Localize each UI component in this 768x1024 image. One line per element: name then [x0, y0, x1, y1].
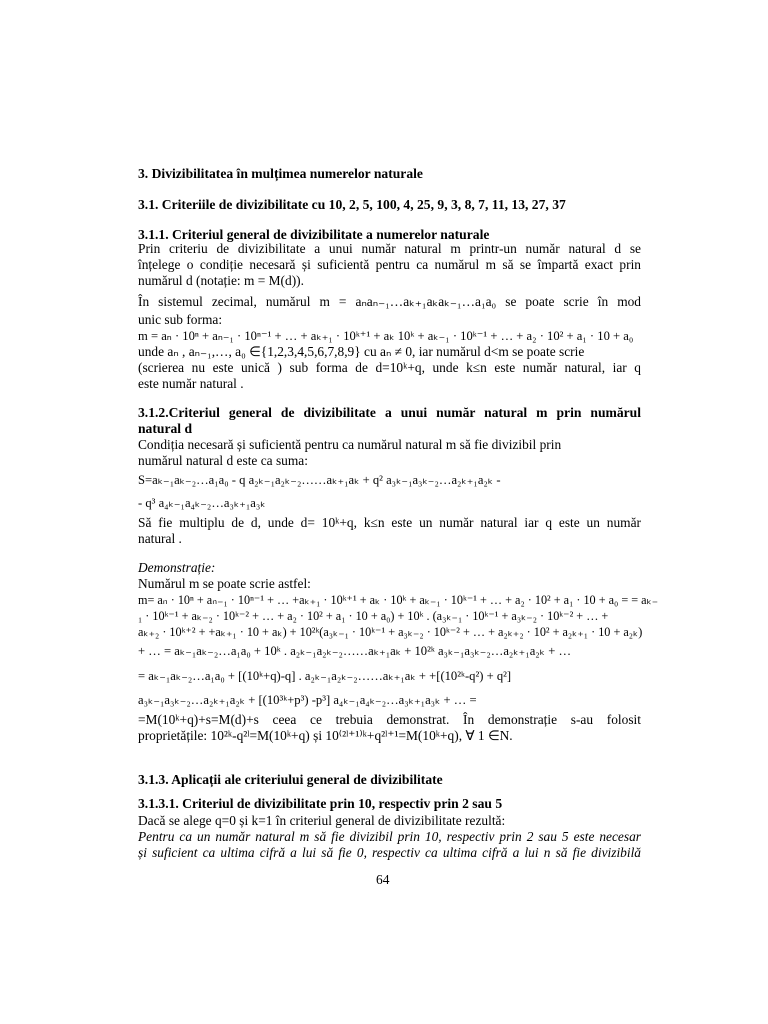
paragraph-line: În sistemul zecimal, numărul m = aₙaₙ₋₁…aₖ₊₁aₖaₖ₋₁…a₁a₀ se poate scrie în mod [138, 294, 641, 309]
paragraph-line: Pentru ca un număr natural m să fie divizibil prin 10, respectiv prin 2 sau 5 este necesar [138, 829, 641, 844]
paragraph-line: Să fie multiplu de d, unde d= 10ᵏ+q, k≤n este un număr natural iar q este un număr [138, 515, 641, 530]
paragraph-line: unic sub forma: [138, 312, 223, 327]
formula-line: - q³ a₄ₖ₋₁a₄ₖ₋₂…a₃ₖ₊₁a₃ₖ [138, 496, 266, 510]
paragraph-line: și suficient ca ultima cifră a lui să fie 0, respectiv ca ultima cifră a lui n să fie divizibilă [138, 845, 641, 860]
paragraph-line: Dacă se alege q=0 și k=1 în criteriul general de divizibilitate rezultă: [138, 813, 506, 828]
paragraph-line: numărul natural d este ca suma: [138, 453, 308, 468]
paragraph-line: proprietățile: 10²ᵏ-q²ˡ=M(10ᵏ+q) și 10⁽²ˡ⁺¹⁾ᵏ+q²ˡ⁺¹=M(10ᵏ+q), ∀ 1 ∈N. [138, 728, 513, 743]
demonstration-label: Demonstrație: [138, 560, 216, 575]
section-heading-3-1-3: 3.1.3. Aplicații ale criteriului general de divizibilitate [138, 772, 443, 787]
formula-line: S=aₖ₋₁aₖ₋₂…a₁a₀ - q a₂ₖ₋₁a₂ₖ₋₂……aₖ₊₁aₖ + q² a₃ₖ₋₁a₃ₖ₋₂…a₂ₖ₊₁a₂ₖ - [138, 473, 501, 487]
section-heading-3-1-1: 3.1.1. Criteriul general de divizibilitate a numerelor naturale [138, 227, 490, 242]
formula-line: m= aₙ · 10ⁿ + aₙ₋₁ · 10ⁿ⁻¹ + … +aₖ₊₁ · 10ᵏ⁺¹ + aₖ · 10ᵏ + aₖ₋₁ · 10ᵏ⁻¹ + … + a₂ · 10² + a₁ · 10 + a₀ = = aₖ₋ [138, 593, 659, 607]
chapter-heading: 3. Divizibilitatea în mulțimea numerelor naturale [138, 166, 423, 181]
paragraph-line: este număr natural . [138, 376, 244, 391]
section-heading-3-1: 3.1. Criteriile de divizibilitate cu 10, 2, 5, 100, 4, 25, 9, 3, 8, 7, 11, 13, 27, 37 [138, 197, 566, 212]
formula-line: a₃ₖ₋₁a₃ₖ₋₂…a₂ₖ₊₁a₂ₖ + [(10³ᵏ+p³) -p³] a₄ₖ₋₁a₄ₖ₋₂…a₃ₖ₊₁a₃ₖ + … = [138, 693, 477, 707]
section-heading-3-1-3-1: 3.1.3.1. Criteriul de divizibilitate prin 10, respectiv prin 2 sau 5 [138, 796, 503, 811]
section-heading-3-1-2-cont: natural d [138, 421, 193, 436]
formula-line: = aₖ₋₁aₖ₋₂…a₁a₀ + [(10ᵏ+q)-q] . a₂ₖ₋₁a₂ₖ₋₂……aₖ₊₁aₖ + +[(10²ᵏ-q²) + q²] [138, 669, 512, 683]
paragraph-line: Condiția necesară și suficientă pentru ca numărul natural m să fie divizibil prin [138, 437, 562, 452]
section-heading-3-1-2: 3.1.2.Criteriul general de divizibilitate a unui număr natural m prin numărul [138, 405, 641, 420]
formula-line: aₖ₊₂ · 10ᵏ⁺² + +aₖ₊₁ · 10 + aₖ) + 10²ᵏ(a₃ₖ₋₁ · 10ᵏ⁻¹ + a₃ₖ₋₂ · 10ᵏ⁻² + … + a₂ₖ₊₂ · 10² + a₂ₖ₊₁ · 10 + a₂ₖ) [138, 625, 643, 639]
formula-line: m = aₙ · 10ⁿ + aₙ₋₁ · 10ⁿ⁻¹ + … + aₖ₊₁ · 10ᵏ⁺¹ + aₖ 10ᵏ + aₖ₋₁ · 10ᵏ⁻¹ + … + a₂ · 10² + a₁ · 10 + a₀ [138, 329, 634, 343]
paragraph-line: =M(10ᵏ+q)+s=M(d)+s ceea ce trebuia demonstrat. În demonstrație s-au folosit [138, 712, 641, 727]
paragraph-line: natural . [138, 531, 182, 546]
paragraph-line: Numărul m se poate scrie astfel: [138, 576, 311, 591]
formula-line: ₁ · 10ᵏ⁻¹ + aₖ₋₂ · 10ᵏ⁻² + … + a₂ · 10² + a₁ · 10 + a₀) + 10ᵏ . (a₃ₖ₋₁ · 10ᵏ⁻¹ + a₃ₖ₋₂ · 10ᵏ⁻² + … + [138, 609, 609, 623]
page-number: 64 [376, 872, 390, 887]
paragraph-line: numărul d (notație: m = M(d)). [138, 273, 304, 288]
paragraph-line: înțelege o condiție necesară și suficientă pentru ca numărul m să se împartă exact prin [138, 257, 641, 272]
paragraph-line: Prin criteriu de divizibilitate a unui număr natural m printr-un număr natural d se [138, 241, 641, 256]
formula-line: + … = aₖ₋₁aₖ₋₂…a₁a₀ + 10ᵏ . a₂ₖ₋₁a₂ₖ₋₂……aₖ₊₁aₖ + 10²ᵏ a₃ₖ₋₁a₃ₖ₋₂…a₂ₖ₊₁a₂ₖ + … [138, 644, 572, 658]
paragraph-line: unde aₙ , aₙ₋₁,…, a₀ ∈{1,2,3,4,5,6,7,8,9} cu aₙ ≠ 0, iar numărul d<m se poate scrie [138, 344, 585, 359]
paragraph-line: (scrierea nu este unică ) sub forma de d=10ᵏ+q, unde k≤n este număr natural, iar q [138, 360, 641, 375]
